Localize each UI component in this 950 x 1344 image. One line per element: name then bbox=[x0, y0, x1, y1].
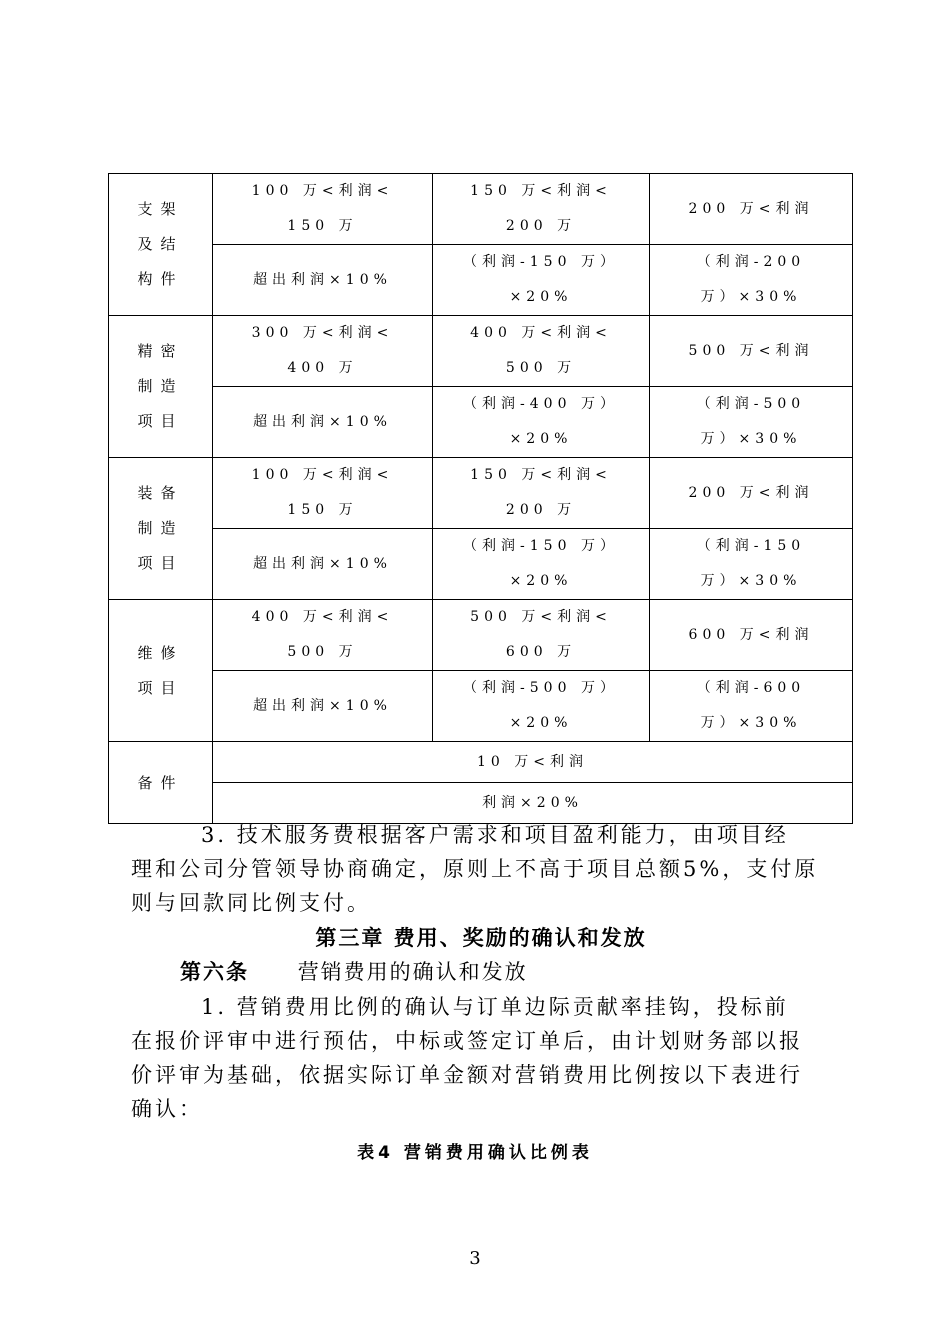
paragraph-line: 在报价评审中进行预估，中标或签定订单后，由计划财务部以报 bbox=[131, 1029, 803, 1053]
spare-reward-cell: 利润×20% bbox=[213, 783, 853, 824]
reward1-cell: 超出利润×10% bbox=[213, 529, 433, 600]
reward1-cell: 超出利润×10% bbox=[213, 245, 433, 316]
table-row bbox=[109, 529, 853, 600]
reward3-cell: （利润-500 万）×30% bbox=[650, 387, 853, 458]
article-title: 营销费用的确认和发放 bbox=[297, 960, 528, 984]
reward3-cell: （利润-600 万）×30% bbox=[650, 671, 853, 742]
tier1-cell: 300 万<利润< 400 万 bbox=[213, 316, 433, 387]
reward3-cell: （利润-150 万）×30% bbox=[650, 529, 853, 600]
tier3-cell: 500 万<利润 bbox=[650, 316, 853, 387]
table-row bbox=[109, 742, 853, 783]
spare-threshold-cell: 10 万<利润 bbox=[213, 742, 853, 783]
table-row bbox=[109, 600, 853, 671]
table-row bbox=[109, 671, 853, 742]
table-row bbox=[109, 245, 853, 316]
reward1-cell: 超出利润×10% bbox=[213, 671, 433, 742]
reward2-cell: （利润-400 万） ×20% bbox=[433, 387, 650, 458]
paragraph-line: 1. 营销费用比例的确认与订单边际贡献率挂钩，投标前 bbox=[201, 995, 789, 1019]
tier1-cell: 400 万<利润< 500 万 bbox=[213, 600, 433, 671]
paragraph-line: 确认： bbox=[131, 1097, 203, 1121]
paragraph-tech-service-fee bbox=[131, 818, 831, 920]
paragraph-line: 理和公司分管领导协商确定，原则上不高于项目总额5%，支付原 bbox=[131, 857, 819, 881]
table-row bbox=[109, 458, 853, 529]
tier2-cell: 400 万<利润< 500 万 bbox=[433, 316, 650, 387]
tier3-cell: 600 万<利润 bbox=[650, 600, 853, 671]
page-number: 3 bbox=[469, 1248, 481, 1269]
article-heading bbox=[180, 956, 528, 986]
paragraph-marketing-fee bbox=[131, 990, 831, 1126]
tier1-cell: 100 万<利润< 150 万 bbox=[213, 458, 433, 529]
table-row bbox=[109, 387, 853, 458]
tier1-cell: 100 万<利润< 150 万 bbox=[213, 174, 433, 245]
reward1-cell: 超出利润×10% bbox=[213, 387, 433, 458]
reward2-cell: （利润-150 万） ×20% bbox=[433, 529, 650, 600]
profit-reward-table bbox=[108, 173, 853, 824]
table-row bbox=[109, 316, 853, 387]
chapter-heading: 第三章 费用、奖励的确认和发放 bbox=[315, 926, 647, 950]
category-cell: 备件 bbox=[109, 742, 213, 824]
category-cell: 维修 项目 bbox=[109, 600, 213, 742]
category-cell: 支架 及结 构件 bbox=[109, 174, 213, 316]
article-number: 第六条 bbox=[180, 960, 249, 984]
paragraph-line: 则与回款同比例支付。 bbox=[131, 891, 371, 915]
paragraph-line: 价评审为基础，依据实际订单金额对营销费用比例按以下表进行 bbox=[131, 1063, 803, 1087]
table-title: 表4 营销费用确认比例表 bbox=[357, 1143, 593, 1163]
table-row bbox=[109, 174, 853, 245]
tier3-cell: 200 万<利润 bbox=[650, 174, 853, 245]
reward2-cell: （利润-500 万） ×20% bbox=[433, 671, 650, 742]
category-cell: 装备 制造 项目 bbox=[109, 458, 213, 600]
tier3-cell: 200 万<利润 bbox=[650, 458, 853, 529]
reward3-cell: （利润-200 万）×30% bbox=[650, 245, 853, 316]
paragraph-line: 3. 技术服务费根据客户需求和项目盈利能力，由项目经 bbox=[201, 823, 789, 847]
category-cell: 精密 制造 项目 bbox=[109, 316, 213, 458]
reward2-cell: （利润-150 万） ×20% bbox=[433, 245, 650, 316]
tier2-cell: 150 万<利润< 200 万 bbox=[433, 458, 650, 529]
tier2-cell: 150 万<利润< 200 万 bbox=[433, 174, 650, 245]
tier2-cell: 500 万<利润< 600 万 bbox=[433, 600, 650, 671]
